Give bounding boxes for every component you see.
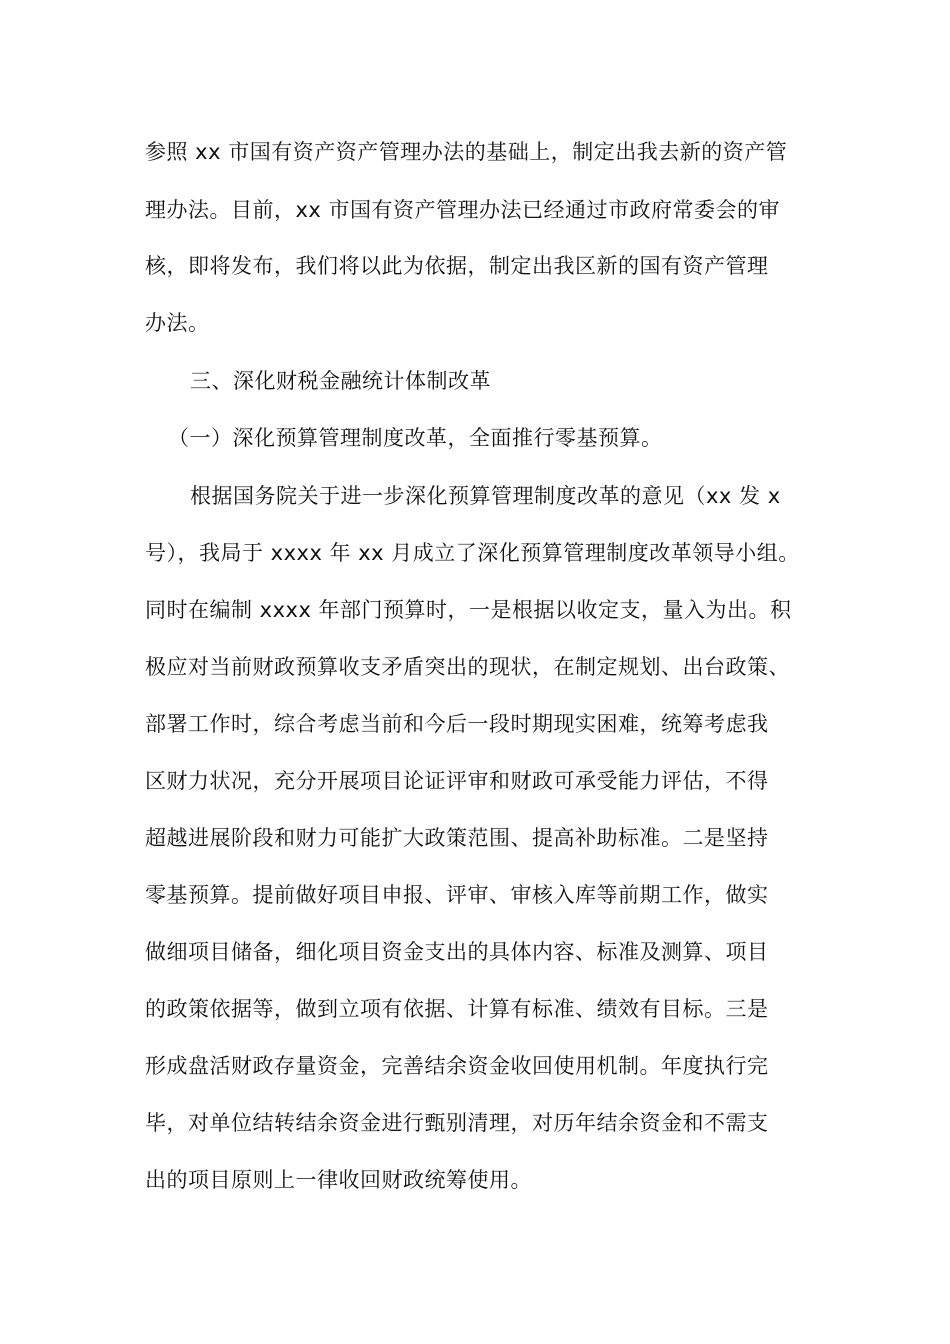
paragraph-2-line-8: 零基预算。提前做好项目申报、评审、审核入库等前期工作，做实 [145, 883, 769, 907]
paragraph-2-line-1: 根据国务院关于进一步深化预算管理制度改革的意见（xx 发 x [190, 484, 781, 508]
paragraph-2-line-9: 做细项目储备，细化项目资金支出的具体内容、标准及测算、项目 [145, 940, 769, 964]
paragraph-2-line-3: 同时在编制 xxxx 年部门预算时，一是根据以收定支，量入为出。积 [145, 598, 792, 622]
section-heading: 三、深化财税金融统计体制改革 [190, 369, 491, 393]
paragraph-1-line-3: 核，即将发布，我们将以此为依据，制定出我区新的国有资产管理 [145, 254, 769, 278]
paragraph-2-line-7: 超越进展阶段和财力可能扩大政策范围、提高补助标准。二是坚持 [145, 826, 769, 850]
paragraph-2-line-5: 部署工作时，综合考虑当前和今后一段时期现实困难，统筹考虑我 [145, 712, 769, 736]
paragraph-2-line-2: 号），我局于 xxxx 年 xx 月成立了深化预算管理制度改革领导小组。 [145, 541, 800, 565]
paragraph-2-line-13: 出的项目原则上一律收回财政统筹使用。 [145, 1168, 532, 1192]
paragraph-1-line-4: 办法。 [145, 311, 210, 335]
paragraph-1-line-1: 参照 xx 市国有资产资产管理办法的基础上，制定出我去新的资产管 [145, 140, 788, 164]
paragraph-2-line-11: 形成盘活财政存量资金，完善结余资金收回使用机制。年度执行完 [145, 1054, 769, 1078]
paragraph-1-line-2: 理办法。目前，xx 市国有资产管理办法已经通过市政府常委会的审 [145, 198, 781, 222]
paragraph-2-line-10: 的政策依据等，做到立项有依据、计算有标准、绩效有目标。三是 [145, 997, 769, 1021]
paragraph-2-line-12: 毕，对单位结转结余资金进行甄别清理，对历年结余资金和不需支 [145, 1111, 769, 1135]
subsection-heading: （一）深化预算管理制度改革，全面推行零基预算。 [168, 426, 663, 450]
paragraph-2-line-4: 极应对当前财政预算收支矛盾突出的现状，在制定规划、出台政策、 [145, 655, 790, 679]
paragraph-2-line-6: 区财力状况，充分开展项目论证评审和财政可承受能力评估，不得 [145, 769, 769, 793]
